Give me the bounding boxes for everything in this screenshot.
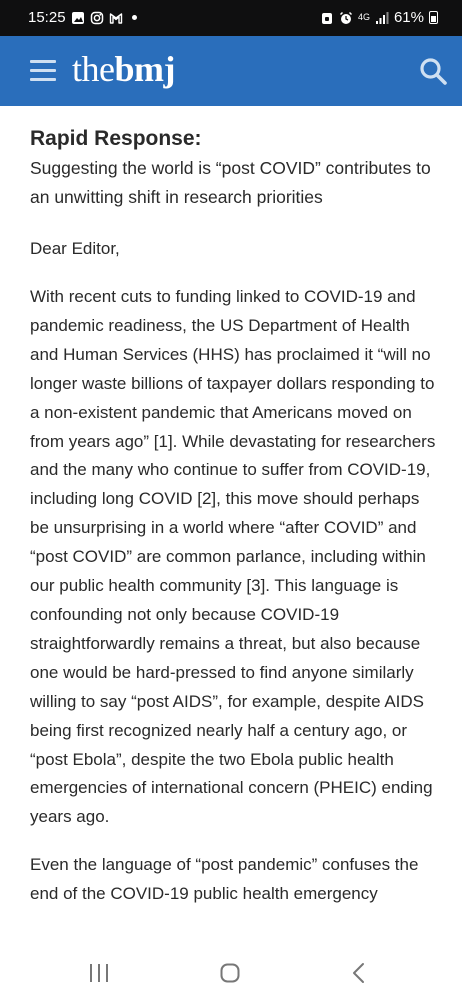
battery-percent: 61% bbox=[393, 9, 424, 26]
status-bar-left bbox=[28, 9, 137, 26]
logo-the: the bbox=[72, 49, 115, 89]
gmail-notification-icon bbox=[109, 11, 123, 25]
status-bar-right bbox=[320, 9, 438, 26]
bmj-logo[interactable] bbox=[72, 48, 175, 90]
article-content bbox=[30, 126, 440, 909]
alarm-icon bbox=[339, 11, 353, 25]
hamburger-menu-icon[interactable] bbox=[30, 60, 56, 82]
back-icon[interactable] bbox=[350, 962, 366, 984]
system-navigation-bar bbox=[0, 946, 462, 1000]
recents-icon[interactable] bbox=[88, 964, 110, 982]
status-bar bbox=[0, 0, 462, 36]
search-icon[interactable] bbox=[418, 56, 448, 86]
body-paragraph-2: Even the language of “post pandemic” confuses the end of the COVID-19 public health emergency bbox=[30, 855, 419, 904]
rapid-response-heading: Rapid Response: bbox=[30, 127, 202, 150]
status-time: 15:25 bbox=[28, 9, 66, 26]
instagram-notification-icon bbox=[90, 11, 104, 25]
app-header bbox=[0, 36, 462, 106]
body-paragraph-1: With recent cuts to funding linked to COVID-19 and pandemic readiness, the US Department of Health and Human Services (HHS) has proclaimed it “will no longer waste billions of taxpayer dollars responding to a non-existent pandemic that Americans moved on from years ago” [1]. While devastating for researchers and the many who continue to suffer from COVID-19, including long COVID [2], this move should perhaps be unsurprising in a world where “after COVID” and “post COVID” are common parlance, including within our public health community [3]. This language is confounding not only because COVID-19 straightforwardly remains a threat, but also because one would be hard-pressed to find anyone similarly willing to say “post AIDS”, for example, despite AIDS being first recognized nearly half a century ago, or “post Ebola”, despite the two Ebola public health emergencies of international concern (PHEIC) ending years ago. bbox=[30, 287, 436, 827]
network-type: 4G bbox=[357, 12, 370, 22]
article-title: Suggesting the world is “post COVID” contributes to an unwitting shift in research priorities bbox=[30, 158, 431, 207]
signal-strength-icon bbox=[375, 11, 389, 25]
home-icon[interactable] bbox=[220, 963, 240, 983]
salutation: Dear Editor, bbox=[30, 239, 120, 258]
battery-icon bbox=[429, 11, 438, 24]
lock-icon bbox=[320, 11, 334, 25]
more-notifications-dot-icon bbox=[132, 15, 137, 20]
image-notification-icon bbox=[71, 11, 85, 25]
logo-bmj: bmj bbox=[114, 49, 175, 89]
